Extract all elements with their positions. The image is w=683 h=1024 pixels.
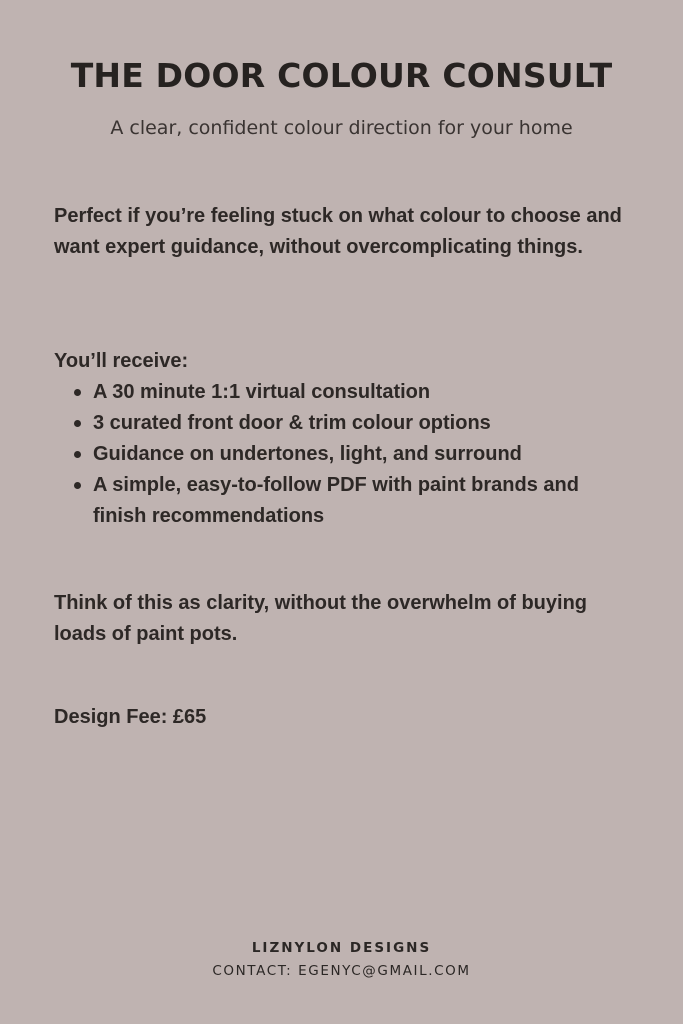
bullet-icon: [74, 420, 81, 427]
list-item-text: Guidance on undertones, light, and surround: [93, 443, 522, 465]
list-item-text: A simple, easy-to-follow PDF with paint brands and finish recommendations: [93, 474, 579, 527]
brand-name: LIZNYLON DESIGNS: [251, 940, 432, 956]
page-subtitle: A clear, confident colour direction for your home: [110, 117, 573, 139]
receive-label: You’ll receive:: [54, 350, 189, 372]
list-item: [54, 408, 629, 439]
list-item-text: 3 curated front door & trim colour options: [93, 412, 491, 434]
list-item: [54, 470, 629, 532]
list-item: [54, 439, 629, 470]
bullet-icon: [74, 451, 81, 458]
bullet-icon: [74, 389, 81, 396]
list-item: [54, 377, 629, 408]
closing-paragraph: Think of this as clarity, without the overwhelm of buying loads of paint pots.: [54, 592, 588, 645]
design-fee: Design Fee: £65: [54, 706, 207, 728]
bullet-icon: [74, 482, 81, 489]
contact-info: CONTACT: EGENYC@GMAIL.COM: [212, 963, 471, 979]
list-item-text: A 30 minute 1:1 virtual consultation: [93, 381, 431, 403]
page-title: THE DOOR COLOUR CONSULT: [70, 56, 613, 95]
benefits-list: [54, 377, 629, 532]
intro-paragraph: Perfect if you’re feeling stuck on what colour to choose and want expert guidance, without overcomplicating things.: [54, 205, 622, 258]
